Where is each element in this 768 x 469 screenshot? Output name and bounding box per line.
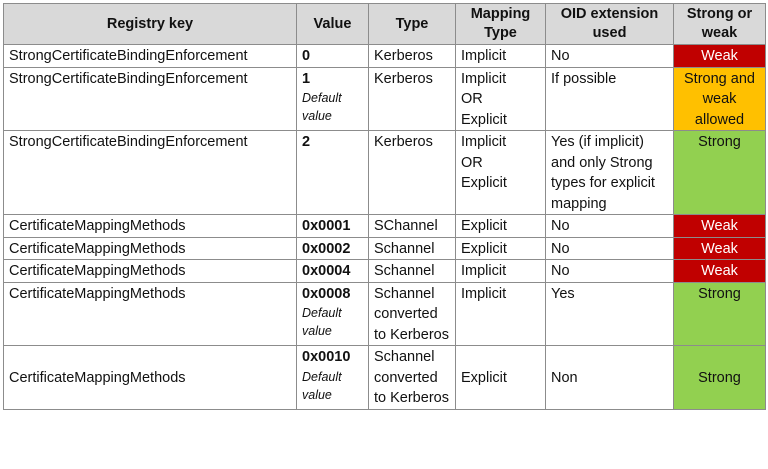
table-row <box>4 215 766 238</box>
value-text: 0 <box>302 48 311 64</box>
cell-oid: If possible <box>546 67 674 131</box>
value-text: 2 <box>302 134 311 150</box>
cell-oid: Yes <box>546 282 674 346</box>
cell-registry-key: CertificateMappingMethods <box>4 260 297 283</box>
table-row <box>4 131 766 215</box>
value-text: 0x0010 <box>302 349 351 365</box>
header-oid-extension: OID extension used <box>546 4 674 45</box>
table-row <box>4 237 766 260</box>
cell-type: Kerberos <box>369 45 456 68</box>
table-row <box>4 346 766 410</box>
table-row <box>4 45 766 68</box>
value-text: 0x0004 <box>302 263 351 279</box>
value-text: 0x0001 <box>302 218 351 234</box>
header-type: Type <box>369 4 456 45</box>
cell-type: Kerberos <box>369 131 456 215</box>
cell-oid: No <box>546 215 674 238</box>
cell-strength-weak: Weak <box>674 45 766 68</box>
cell-strength-strong: Strong <box>674 131 766 215</box>
cell-oid: Non <box>546 346 674 410</box>
cell-type: Kerberos <box>369 67 456 131</box>
cell-mapping-type: Implicit <box>456 45 546 68</box>
value-text: 0x0002 <box>302 240 351 257</box>
cell-mapping-type: Implicit OR Explicit <box>456 67 546 131</box>
table-header-row <box>4 4 766 45</box>
table-row <box>4 282 766 346</box>
default-value-note: Default value <box>302 91 342 123</box>
cell-mapping-type: Implicit <box>456 260 546 283</box>
cell-value <box>297 237 369 260</box>
cell-value <box>297 260 369 283</box>
cell-type: Schannel <box>369 237 456 260</box>
cell-registry-key: StrongCertificateBindingEnforcement <box>4 45 297 68</box>
cell-registry-key: CertificateMappingMethods <box>4 237 297 260</box>
cell-mapping-type: Implicit OR Explicit <box>456 131 546 215</box>
cell-type: Schannel converted to Kerberos <box>369 346 456 410</box>
cell-strength-mixed: Strong and weak allowed <box>674 67 766 131</box>
value-text: 0x0008 <box>302 285 351 302</box>
cell-mapping-type: Implicit <box>456 282 546 346</box>
cell-value <box>297 346 369 410</box>
registry-mapping-table <box>3 3 766 410</box>
table-row <box>4 260 766 283</box>
cell-oid: No <box>546 237 674 260</box>
cell-registry-key: CertificateMappingMethods <box>4 215 297 238</box>
cell-mapping-type: Explicit <box>456 346 546 410</box>
cell-oid: No <box>546 260 674 283</box>
cell-oid: Yes (if implicit) and only Strong types for explicit mapping <box>546 131 674 215</box>
cell-mapping-type: Explicit <box>456 237 546 260</box>
cell-value <box>297 67 369 131</box>
cell-strength-strong: Strong <box>674 282 766 346</box>
default-value-note: Default value <box>302 306 342 338</box>
cell-registry-key: CertificateMappingMethods <box>4 346 297 410</box>
cell-value <box>297 45 369 68</box>
cell-registry-key: StrongCertificateBindingEnforcement <box>4 67 297 131</box>
cell-strength-weak: Weak <box>674 215 766 238</box>
cell-strength-weak: Weak <box>674 237 766 260</box>
cell-strength-weak: Weak <box>674 260 766 283</box>
cell-value <box>297 282 369 346</box>
cell-mapping-type: Explicit <box>456 215 546 238</box>
cell-strength-strong: Strong <box>674 346 766 410</box>
header-value: Value <box>297 4 369 45</box>
cell-type: Schannel converted to Kerberos <box>369 282 456 346</box>
cell-oid: No <box>546 45 674 68</box>
cell-value <box>297 215 369 238</box>
cell-registry-key: StrongCertificateBindingEnforcement <box>4 131 297 215</box>
cell-type: Schannel <box>369 260 456 283</box>
value-text: 1 <box>302 70 311 87</box>
cell-value <box>297 131 369 215</box>
table-row <box>4 67 766 131</box>
header-registry-key: Registry key <box>4 4 297 45</box>
header-strong-or-weak: Strong or weak <box>674 4 766 45</box>
default-value-note: Default value <box>302 369 342 402</box>
cell-type: SChannel <box>369 215 456 238</box>
header-mapping-type: Mapping Type <box>456 4 546 45</box>
cell-registry-key: CertificateMappingMethods <box>4 282 297 346</box>
